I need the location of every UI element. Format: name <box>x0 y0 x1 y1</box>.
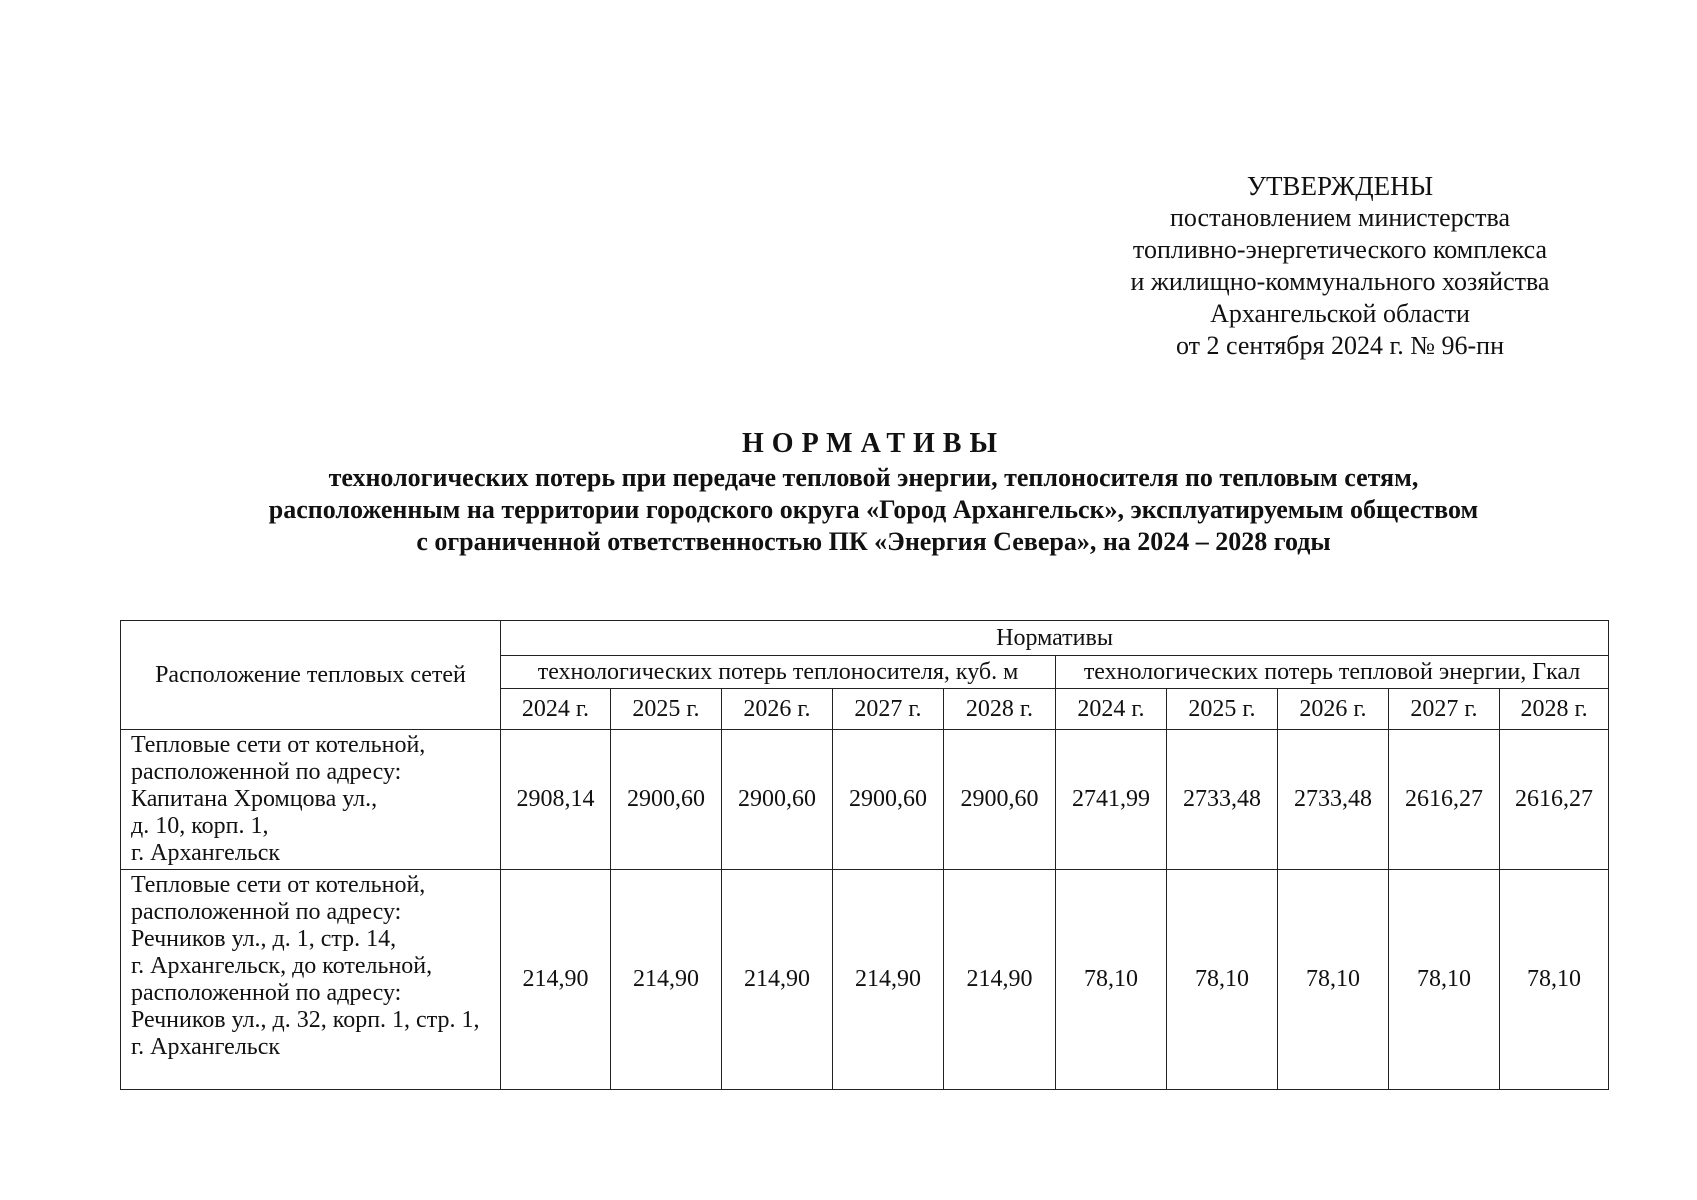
location-cell <box>121 870 501 1090</box>
location-line: расположенной по адресу: <box>131 759 402 785</box>
year-header: 2028 г. <box>1500 689 1609 730</box>
year-header: 2024 г. <box>501 689 611 730</box>
approval-date-line: от 2 сентября 2024 г. № 96-пн <box>1175 331 1505 360</box>
approval-line: Архангельской области <box>1210 299 1470 328</box>
approval-title: УТВЕРЖДЕНЫ <box>1246 171 1434 201</box>
approval-line: и жилищно-коммунального хозяйства <box>1130 267 1550 296</box>
value-cell: 214,90 <box>722 870 833 1090</box>
location-line: Тепловые сети от котельной, <box>131 732 426 758</box>
value-cell: 2733,48 <box>1278 730 1389 870</box>
document-subtitle-line: расположенным на территории городского округа «Город Архангельск», эксплуатируемым обществом <box>268 495 1479 524</box>
location-line: Речников ул., д. 1, стр. 14, <box>131 926 397 952</box>
value-cell: 214,90 <box>611 870 722 1090</box>
location-line: д. 10, корп. 1, <box>131 813 269 839</box>
value-cell: 214,90 <box>501 870 611 1090</box>
approval-line: топливно-энергетического комплекса <box>1132 235 1548 264</box>
value-cell: 78,10 <box>1056 870 1167 1090</box>
norms-table <box>120 620 1609 1090</box>
value-cell: 2900,60 <box>833 730 944 870</box>
year-header: 2026 г. <box>1278 689 1389 730</box>
location-line: г. Архангельск <box>131 1034 281 1060</box>
value-cell: 2741,99 <box>1056 730 1167 870</box>
value-cell: 2900,60 <box>611 730 722 870</box>
coolant-loss-header: технологических потерь теплоносителя, куб. м <box>501 656 1056 689</box>
value-cell: 214,90 <box>833 870 944 1090</box>
value-cell: 78,10 <box>1167 870 1278 1090</box>
value-cell: 78,10 <box>1500 870 1609 1090</box>
document-title-block <box>150 426 1597 558</box>
year-header: 2024 г. <box>1056 689 1167 730</box>
table-row <box>121 730 1609 870</box>
value-cell: 2908,14 <box>501 730 611 870</box>
location-line: Речников ул., д. 32, корп. 1, стр. 1, <box>131 1007 480 1033</box>
location-cell <box>121 730 501 870</box>
norms-header: Нормативы <box>501 621 1609 656</box>
year-header: 2025 г. <box>611 689 722 730</box>
document-subtitle-line: технологических потерь при передаче тепловой энергии, теплоносителя по тепловым сетям, <box>328 463 1419 492</box>
value-cell: 214,90 <box>944 870 1056 1090</box>
location-line: Капитана Хромцова ул., <box>131 786 378 812</box>
value-cell: 78,10 <box>1389 870 1500 1090</box>
year-header: 2028 г. <box>944 689 1056 730</box>
location-line: г. Архангельск, до котельной, <box>131 953 433 979</box>
value-cell: 2616,27 <box>1389 730 1500 870</box>
document-subtitle-line: с ограниченной ответственностью ПК «Энергия Севера», на 2024 – 2028 годы <box>416 527 1331 556</box>
location-line: расположенной по адресу: <box>131 980 402 1006</box>
location-line: Тепловые сети от котельной, <box>131 872 426 898</box>
year-header: 2026 г. <box>722 689 833 730</box>
approval-line: постановлением министерства <box>1169 203 1511 232</box>
year-header: 2025 г. <box>1167 689 1278 730</box>
value-cell: 2616,27 <box>1500 730 1609 870</box>
document-heading: НОРМАТИВЫ <box>742 428 1005 459</box>
value-cell: 2900,60 <box>722 730 833 870</box>
location-line: г. Архангельск <box>131 840 281 866</box>
value-cell: 78,10 <box>1278 870 1389 1090</box>
location-line: расположенной по адресу: <box>131 899 402 925</box>
value-cell: 2733,48 <box>1167 730 1278 870</box>
table-row <box>121 870 1609 1090</box>
heat-energy-loss-header: технологических потерь тепловой энергии, Гкал <box>1056 656 1609 689</box>
value-cell: 2900,60 <box>944 730 1056 870</box>
location-column-header: Расположение тепловых сетей <box>121 621 501 730</box>
year-header: 2027 г. <box>833 689 944 730</box>
approval-block <box>1090 170 1590 362</box>
year-header: 2027 г. <box>1389 689 1500 730</box>
